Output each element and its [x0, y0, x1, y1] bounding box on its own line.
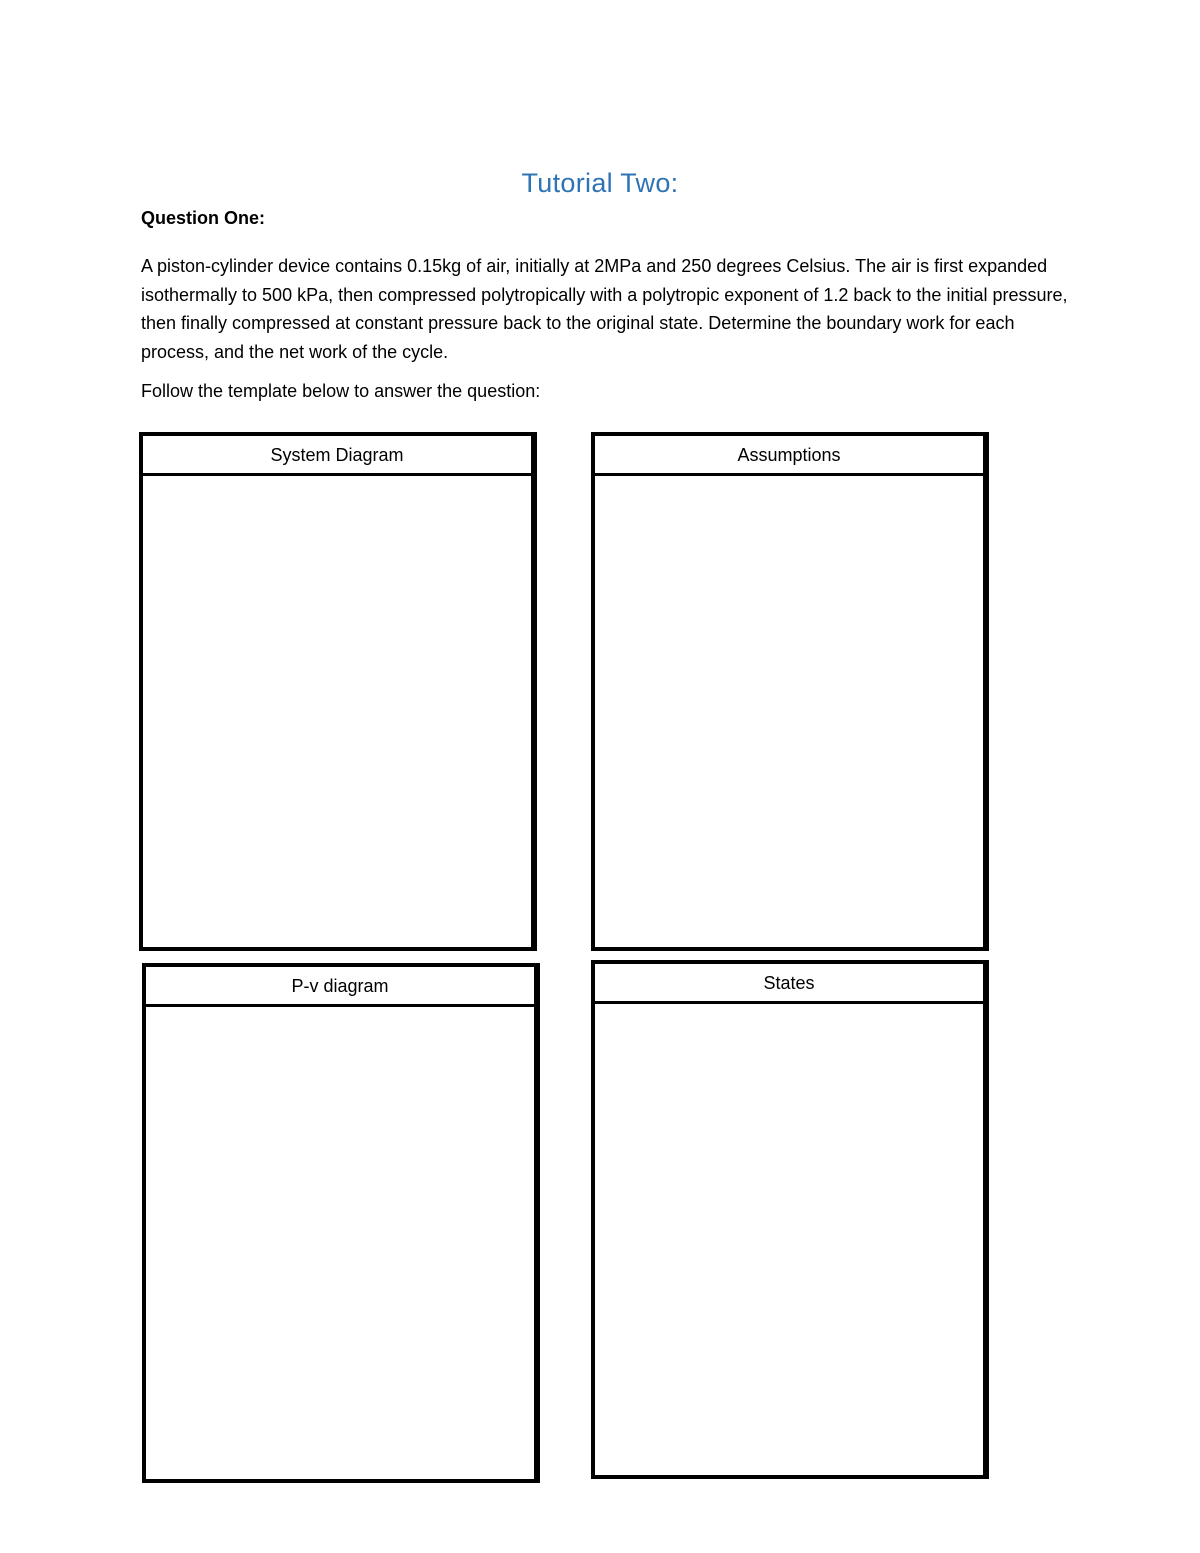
pv-diagram-box	[142, 963, 540, 1483]
question-text: A piston-cylinder device contains 0.15kg of air, initially at 2MPa and 250 degrees Celsius. The air is first expanded isothermally to 500 kPa, then compressed polytropically with a polytropic exponent of 1.2 back to the initial pressure, then finally compressed at constant pressure back to the original state. Determine the boundary work for each process, and the net work of the cycle.	[141, 256, 1068, 362]
template-instruction: Follow the template below to answer the question:	[141, 381, 541, 401]
document-title: Tutorial Two:	[521, 168, 679, 198]
states-box	[591, 960, 989, 1479]
states-header: States	[595, 964, 983, 1004]
system-diagram-header: System Diagram	[143, 436, 531, 476]
system-diagram-box	[139, 432, 537, 951]
assumptions-header: Assumptions	[595, 436, 983, 476]
pv-diagram-header: P-v diagram	[146, 967, 534, 1007]
assumptions-box	[591, 432, 989, 951]
question-heading: Question One:	[141, 208, 266, 228]
